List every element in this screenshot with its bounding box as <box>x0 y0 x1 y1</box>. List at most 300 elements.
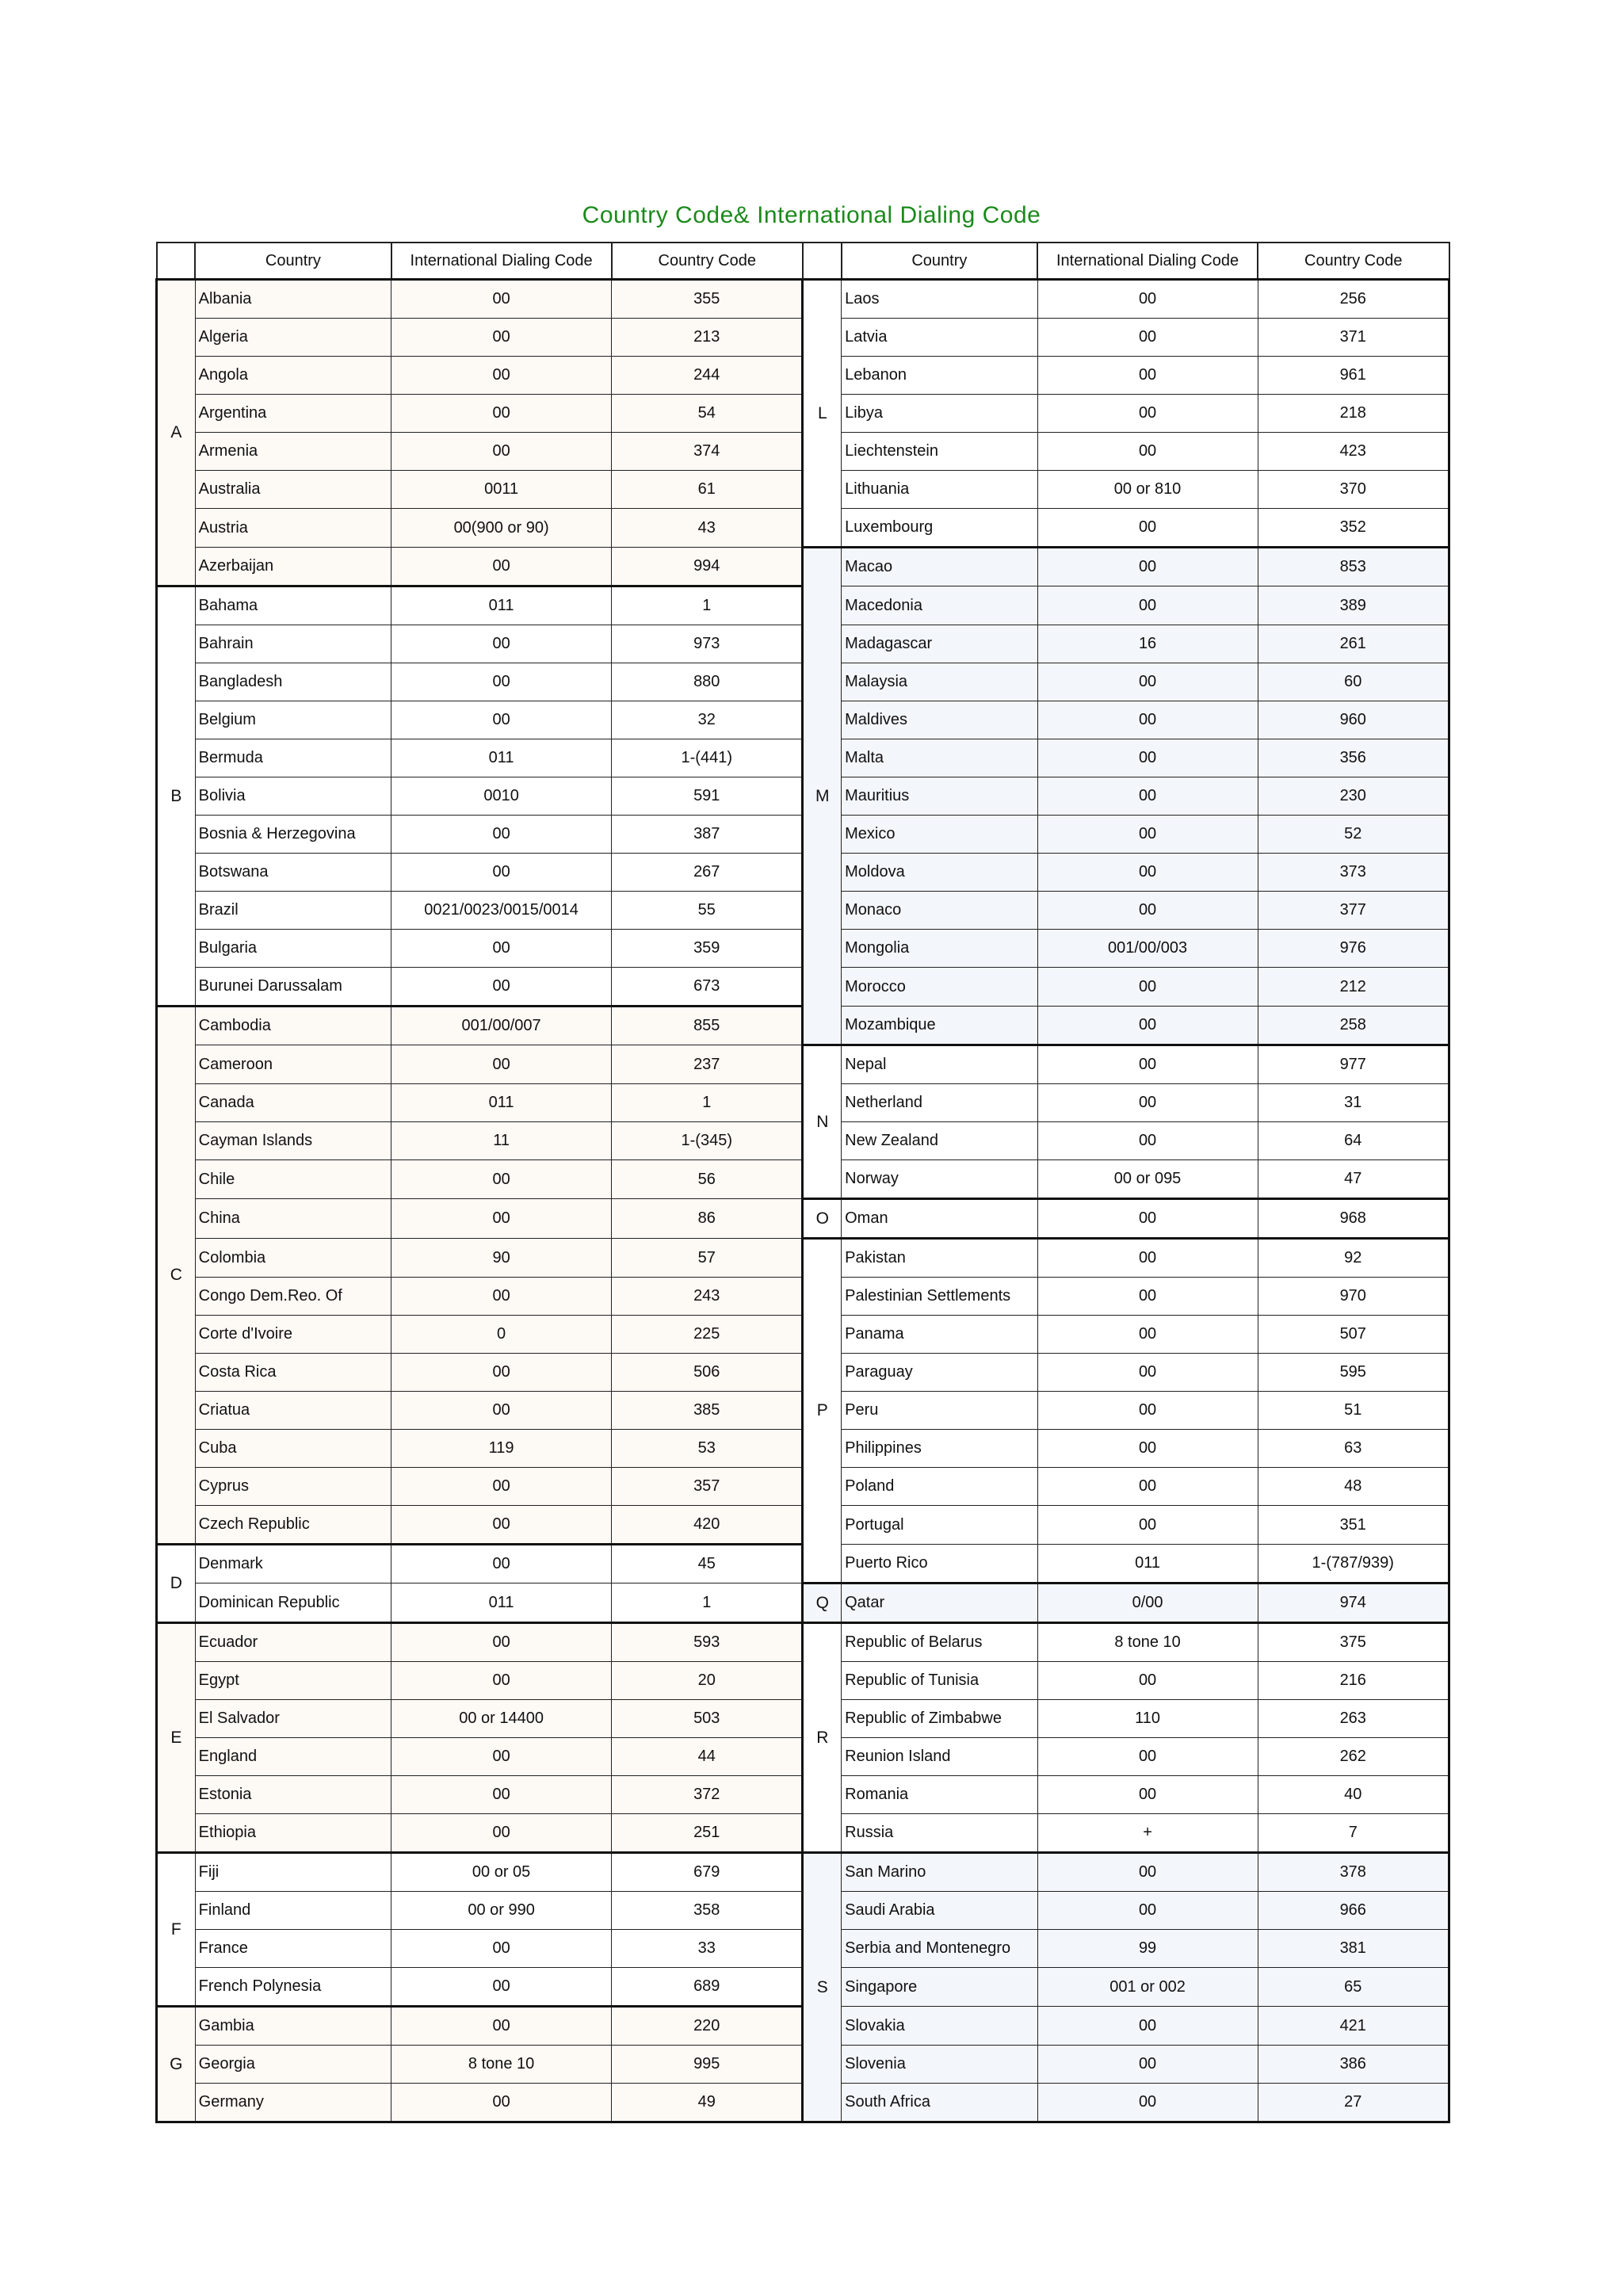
international-dialing-code: 00 <box>391 319 612 357</box>
country-name: Bermuda <box>195 739 391 777</box>
international-dialing-code: 16 <box>1037 625 1258 663</box>
country-code: 1 <box>612 1084 803 1122</box>
cc-header-left: Country Code <box>612 243 803 280</box>
country-code: 974 <box>1258 1584 1449 1623</box>
country-name: Morocco <box>842 968 1037 1007</box>
country-code: 1-(345) <box>612 1122 803 1160</box>
country-name: Mauritius <box>842 777 1037 816</box>
country-name: Malta <box>842 739 1037 777</box>
group-letter-left: E <box>157 1623 196 1853</box>
country-code: 243 <box>612 1278 803 1316</box>
international-dialing-code: 00 <box>1037 1738 1258 1776</box>
international-dialing-code: 00 <box>391 1506 612 1545</box>
country-code: 225 <box>612 1316 803 1354</box>
country-name: Bolivia <box>195 777 391 816</box>
country-header-left: Country <box>195 243 391 280</box>
country-name: Mozambique <box>842 1007 1037 1045</box>
letter-header-left <box>157 243 196 280</box>
international-dialing-code: 001/00/007 <box>391 1007 612 1045</box>
international-dialing-code: 00 <box>1037 1468 1258 1506</box>
country-code: 855 <box>612 1007 803 1045</box>
country-name: Dominican Republic <box>195 1584 391 1623</box>
international-dialing-code: 00 <box>1037 739 1258 777</box>
country-code: 258 <box>1258 1007 1449 1045</box>
country-code: 49 <box>612 2084 803 2122</box>
country-code: 973 <box>612 625 803 663</box>
country-name: Malaysia <box>842 663 1037 701</box>
international-dialing-code: 00 <box>391 663 612 701</box>
country-name: Bangladesh <box>195 663 391 701</box>
country-code: 52 <box>1258 816 1449 854</box>
country-name: Bosnia & Herzegovina <box>195 816 391 854</box>
international-dialing-code: 00 <box>1037 2007 1258 2046</box>
international-dialing-code: 00 <box>1037 816 1258 854</box>
country-name: Lithuania <box>842 471 1037 509</box>
table-row <box>157 1584 1449 1623</box>
country-code: 370 <box>1258 471 1449 509</box>
international-dialing-code: 00 <box>391 625 612 663</box>
international-dialing-code: 0/00 <box>1037 1584 1258 1623</box>
country-name: Albania <box>195 280 391 319</box>
international-dialing-code: 00 <box>1037 1506 1258 1545</box>
international-dialing-code: 00 <box>1037 1084 1258 1122</box>
international-dialing-code: 00 <box>391 1814 612 1853</box>
international-dialing-code: 00 <box>391 1278 612 1316</box>
country-code: 251 <box>612 1814 803 1853</box>
country-code: 966 <box>1258 1892 1449 1930</box>
international-dialing-code: 00 <box>1037 663 1258 701</box>
country-name: Angola <box>195 357 391 395</box>
international-dialing-code: 00 <box>391 1392 612 1430</box>
country-name: Algeria <box>195 319 391 357</box>
country-name: Georgia <box>195 2046 391 2084</box>
country-name: Denmark <box>195 1545 391 1584</box>
international-dialing-code: + <box>1037 1814 1258 1853</box>
country-code: 55 <box>612 892 803 930</box>
international-dialing-code: 00 <box>391 395 612 433</box>
international-dialing-code: 0011 <box>391 471 612 509</box>
country-code: 61 <box>612 471 803 509</box>
international-dialing-code: 00 or 990 <box>391 1892 612 1930</box>
country-name: Ecuador <box>195 1623 391 1662</box>
country-code: 43 <box>612 509 803 548</box>
dialing-code-table-container <box>155 242 1450 2123</box>
international-dialing-code: 99 <box>1037 1930 1258 1968</box>
international-dialing-code: 00 <box>391 433 612 471</box>
country-name: Cayman Islands <box>195 1122 391 1160</box>
country-code: 64 <box>1258 1122 1449 1160</box>
country-name: Egypt <box>195 1662 391 1700</box>
country-code: 27 <box>1258 2084 1449 2122</box>
country-code: 237 <box>612 1045 803 1084</box>
country-code: 995 <box>612 2046 803 2084</box>
international-dialing-code: 00 <box>391 1468 612 1506</box>
country-code: 352 <box>1258 509 1449 548</box>
international-dialing-code: 0010 <box>391 777 612 816</box>
country-name: Canada <box>195 1084 391 1122</box>
international-dialing-code: 110 <box>1037 1700 1258 1738</box>
country-name: Cyprus <box>195 1468 391 1506</box>
country-code: 359 <box>612 930 803 968</box>
country-code: 48 <box>1258 1468 1449 1506</box>
international-dialing-code: 00 or 095 <box>1037 1160 1258 1199</box>
country-code: 218 <box>1258 395 1449 433</box>
country-name: Chile <box>195 1160 391 1199</box>
country-name: Republic of Belarus <box>842 1623 1037 1662</box>
country-code: 507 <box>1258 1316 1449 1354</box>
group-letter-right: P <box>803 1239 842 1584</box>
country-name: Armenia <box>195 433 391 471</box>
country-code: 7 <box>1258 1814 1449 1853</box>
country-name: Cameroon <box>195 1045 391 1084</box>
international-dialing-code: 00 <box>1037 1199 1258 1239</box>
country-name: Oman <box>842 1199 1037 1239</box>
country-name: Fiji <box>195 1853 391 1892</box>
international-dialing-code: 0 <box>391 1316 612 1354</box>
country-code: 263 <box>1258 1700 1449 1738</box>
international-dialing-code: 00 <box>1037 1392 1258 1430</box>
country-code: 1-(441) <box>612 739 803 777</box>
international-dialing-code: 00 <box>391 1738 612 1776</box>
international-dialing-code: 00 <box>391 1968 612 2007</box>
country-code: 47 <box>1258 1160 1449 1199</box>
country-code: 357 <box>612 1468 803 1506</box>
country-name: Estonia <box>195 1776 391 1814</box>
country-name: Moldova <box>842 854 1037 892</box>
group-letter-left: D <box>157 1545 196 1623</box>
international-dialing-code: 00 <box>1037 2084 1258 2122</box>
country-name: France <box>195 1930 391 1968</box>
group-letter-right: Q <box>803 1584 842 1623</box>
international-dialing-code: 00 <box>391 1776 612 1814</box>
country-code: 33 <box>612 1930 803 1968</box>
international-dialing-code: 00 <box>1037 1354 1258 1392</box>
country-name: Portugal <box>842 1506 1037 1545</box>
country-name: Congo Dem.Reo. Of <box>195 1278 391 1316</box>
country-code: 44 <box>612 1738 803 1776</box>
country-name: Germany <box>195 2084 391 2122</box>
country-code: 54 <box>612 395 803 433</box>
country-code: 371 <box>1258 319 1449 357</box>
international-dialing-code: 90 <box>391 1239 612 1278</box>
international-dialing-code: 11 <box>391 1122 612 1160</box>
country-name: Maldives <box>842 701 1037 739</box>
international-dialing-code: 00 or 810 <box>1037 471 1258 509</box>
country-name: Australia <box>195 471 391 509</box>
international-dialing-code: 00 <box>1037 1278 1258 1316</box>
country-name: Romania <box>842 1776 1037 1814</box>
country-code: 51 <box>1258 1392 1449 1430</box>
international-dialing-code: 00 <box>391 1662 612 1700</box>
table-row <box>157 1045 1449 1084</box>
country-name: Republic of Tunisia <box>842 1662 1037 1700</box>
country-code: 374 <box>612 433 803 471</box>
country-name: Nepal <box>842 1045 1037 1084</box>
country-code: 212 <box>1258 968 1449 1007</box>
international-dialing-code: 00 <box>391 2007 612 2046</box>
international-dialing-code: 00 or 05 <box>391 1853 612 1892</box>
international-dialing-code: 00 <box>391 1930 612 1968</box>
letter-header-right <box>803 243 842 280</box>
country-name: Russia <box>842 1814 1037 1853</box>
country-code: 261 <box>1258 625 1449 663</box>
international-dialing-code: 0021/0023/0015/0014 <box>391 892 612 930</box>
international-dialing-code: 00 <box>1037 357 1258 395</box>
country-name: China <box>195 1199 391 1239</box>
international-dialing-code: 8 tone 10 <box>1037 1623 1258 1662</box>
country-code: 267 <box>612 854 803 892</box>
table-row <box>157 1623 1449 1662</box>
country-name: Pakistan <box>842 1239 1037 1278</box>
international-dialing-code: 00 <box>1037 1892 1258 1930</box>
country-name: Norway <box>842 1160 1037 1199</box>
international-dialing-code: 011 <box>391 1084 612 1122</box>
country-name: San Marino <box>842 1853 1037 1892</box>
country-code: 994 <box>612 548 803 586</box>
country-name: Cambodia <box>195 1007 391 1045</box>
country-code: 32 <box>612 701 803 739</box>
country-name: England <box>195 1738 391 1776</box>
table-row <box>157 280 1449 319</box>
country-name: Mongolia <box>842 930 1037 968</box>
country-code: 86 <box>612 1199 803 1239</box>
country-code: 220 <box>612 2007 803 2046</box>
country-code: 423 <box>1258 433 1449 471</box>
country-code: 213 <box>612 319 803 357</box>
country-name: Republic of Zimbabwe <box>842 1700 1037 1738</box>
international-dialing-code: 00 <box>1037 854 1258 892</box>
country-name: Macao <box>842 548 1037 586</box>
country-name: El Salvador <box>195 1700 391 1738</box>
dialing-code-table <box>155 242 1450 2123</box>
country-name: Criatua <box>195 1392 391 1430</box>
country-name: Libya <box>842 395 1037 433</box>
country-name: New Zealand <box>842 1122 1037 1160</box>
country-name: Bahama <box>195 586 391 625</box>
international-dialing-code: 011 <box>391 739 612 777</box>
international-dialing-code: 00 <box>1037 319 1258 357</box>
country-name: Singapore <box>842 1968 1037 2007</box>
country-code: 976 <box>1258 930 1449 968</box>
country-name: Belgium <box>195 701 391 739</box>
country-code: 595 <box>1258 1354 1449 1392</box>
country-code: 56 <box>612 1160 803 1199</box>
international-dialing-code: 00 <box>1037 433 1258 471</box>
country-name: Latvia <box>842 319 1037 357</box>
country-code: 216 <box>1258 1662 1449 1700</box>
group-letter-right: L <box>803 280 842 548</box>
country-name: Azerbaijan <box>195 548 391 586</box>
country-code: 375 <box>1258 1623 1449 1662</box>
international-dialing-code: 00 <box>391 357 612 395</box>
international-dialing-code: 00 <box>391 1045 612 1084</box>
country-code: 358 <box>612 1892 803 1930</box>
country-code: 591 <box>612 777 803 816</box>
country-name: Bahrain <box>195 625 391 663</box>
country-name: Austria <box>195 509 391 548</box>
international-dialing-code: 00 <box>1037 968 1258 1007</box>
international-dialing-code: 00 <box>391 548 612 586</box>
country-name: Bulgaria <box>195 930 391 968</box>
country-name: Brazil <box>195 892 391 930</box>
international-dialing-code: 8 tone 10 <box>391 2046 612 2084</box>
international-dialing-code: 011 <box>1037 1545 1258 1584</box>
country-name: Luxembourg <box>842 509 1037 548</box>
country-name: French Polynesia <box>195 1968 391 2007</box>
country-name: Qatar <box>842 1584 1037 1623</box>
country-code: 256 <box>1258 280 1449 319</box>
country-name: South Africa <box>842 2084 1037 2122</box>
country-name: Czech Republic <box>195 1506 391 1545</box>
international-dialing-code: 00 <box>1037 1430 1258 1468</box>
table-row <box>157 1199 1449 1239</box>
country-name: Argentina <box>195 395 391 433</box>
country-name: Poland <box>842 1468 1037 1506</box>
group-letter-left: A <box>157 280 196 586</box>
country-code: 853 <box>1258 548 1449 586</box>
country-code: 880 <box>612 663 803 701</box>
group-letter-left: C <box>157 1007 196 1545</box>
group-letter-right: S <box>803 1853 842 2122</box>
country-name: Colombia <box>195 1239 391 1278</box>
international-dialing-code: 011 <box>391 1584 612 1623</box>
international-dialing-code: 00 <box>391 280 612 319</box>
country-code: 57 <box>612 1239 803 1278</box>
country-code: 355 <box>612 280 803 319</box>
country-code: 378 <box>1258 1853 1449 1892</box>
international-dialing-code: 00 <box>391 1354 612 1392</box>
table-header-row <box>157 243 1449 280</box>
international-dialing-code: 00 <box>1037 280 1258 319</box>
country-code: 63 <box>1258 1430 1449 1468</box>
group-letter-right: O <box>803 1199 842 1239</box>
country-name: Botswana <box>195 854 391 892</box>
country-code: 389 <box>1258 586 1449 625</box>
page-title: Country Code& International Dialing Code <box>582 202 1041 228</box>
country-code: 385 <box>612 1392 803 1430</box>
country-name: Peru <box>842 1392 1037 1430</box>
international-dialing-code: 00 <box>1037 2046 1258 2084</box>
country-code: 372 <box>612 1776 803 1814</box>
international-dialing-code: 00 <box>1037 1853 1258 1892</box>
table-body <box>157 280 1449 2122</box>
country-code: 31 <box>1258 1084 1449 1122</box>
country-code: 92 <box>1258 1239 1449 1278</box>
country-code: 506 <box>612 1354 803 1392</box>
country-name: Puerto Rico <box>842 1545 1037 1584</box>
country-code: 45 <box>612 1545 803 1584</box>
country-code: 689 <box>612 1968 803 2007</box>
country-code: 977 <box>1258 1045 1449 1084</box>
group-letter-right: M <box>803 548 842 1045</box>
country-code: 673 <box>612 968 803 1007</box>
country-name: Monaco <box>842 892 1037 930</box>
country-code: 1 <box>612 1584 803 1623</box>
international-dialing-code: 00 <box>1037 509 1258 548</box>
country-code: 381 <box>1258 1930 1449 1968</box>
international-dialing-code: 00 <box>391 701 612 739</box>
international-dialing-code: 00 <box>391 816 612 854</box>
table-row <box>157 1239 1449 1278</box>
country-code: 230 <box>1258 777 1449 816</box>
country-name: Finland <box>195 1892 391 1930</box>
country-code: 60 <box>1258 663 1449 701</box>
country-code: 373 <box>1258 854 1449 892</box>
international-dialing-code: 001 or 002 <box>1037 1968 1258 2007</box>
country-code: 960 <box>1258 701 1449 739</box>
group-letter-left: B <box>157 586 196 1007</box>
group-letter-left: G <box>157 2007 196 2122</box>
international-dialing-code: 00 <box>391 930 612 968</box>
international-dialing-code: 119 <box>391 1430 612 1468</box>
country-code: 1 <box>612 586 803 625</box>
international-dialing-code: 00 <box>1037 1007 1258 1045</box>
country-name: Panama <box>842 1316 1037 1354</box>
country-name: Saudi Arabia <box>842 1892 1037 1930</box>
country-name: Macedonia <box>842 586 1037 625</box>
country-code: 244 <box>612 357 803 395</box>
country-code: 65 <box>1258 1968 1449 2007</box>
table-row <box>157 1853 1449 1892</box>
international-dialing-code: 00 <box>1037 1045 1258 1084</box>
country-header-right: Country <box>842 243 1037 280</box>
international-dialing-code: 00 <box>1037 395 1258 433</box>
country-code: 377 <box>1258 892 1449 930</box>
country-code: 679 <box>612 1853 803 1892</box>
cc-header-right: Country Code <box>1258 243 1449 280</box>
international-dialing-code: 00 <box>1037 1776 1258 1814</box>
country-code: 503 <box>612 1700 803 1738</box>
country-name: Costa Rica <box>195 1354 391 1392</box>
international-dialing-code: 00 <box>1037 777 1258 816</box>
idc-header-right: International Dialing Code <box>1037 243 1258 280</box>
international-dialing-code: 00 <box>1037 1122 1258 1160</box>
country-code: 40 <box>1258 1776 1449 1814</box>
international-dialing-code: 00 <box>391 854 612 892</box>
international-dialing-code: 00 <box>391 2084 612 2122</box>
international-dialing-code: 00 <box>391 1623 612 1662</box>
country-name: Liechtenstein <box>842 433 1037 471</box>
country-name: Lebanon <box>842 357 1037 395</box>
country-code: 387 <box>612 816 803 854</box>
idc-header-left: International Dialing Code <box>391 243 612 280</box>
international-dialing-code: 00 <box>1037 1316 1258 1354</box>
country-name: Palestinian Settlements <box>842 1278 1037 1316</box>
group-letter-right: R <box>803 1623 842 1853</box>
country-code: 970 <box>1258 1278 1449 1316</box>
international-dialing-code: 00 <box>391 1545 612 1584</box>
country-name: Netherland <box>842 1084 1037 1122</box>
country-name: Corte d'Ivoire <box>195 1316 391 1354</box>
country-code: 356 <box>1258 739 1449 777</box>
country-code: 968 <box>1258 1199 1449 1239</box>
international-dialing-code: 011 <box>391 586 612 625</box>
country-code: 262 <box>1258 1738 1449 1776</box>
country-name: Slovenia <box>842 2046 1037 2084</box>
country-name: Serbia and Montenegro <box>842 1930 1037 1968</box>
country-name: Philippines <box>842 1430 1037 1468</box>
international-dialing-code: 00 or 14400 <box>391 1700 612 1738</box>
country-name: Paraguay <box>842 1354 1037 1392</box>
country-code: 20 <box>612 1662 803 1700</box>
country-name: Madagascar <box>842 625 1037 663</box>
country-code: 421 <box>1258 2007 1449 2046</box>
country-code: 53 <box>612 1430 803 1468</box>
international-dialing-code: 00 <box>1037 701 1258 739</box>
country-name: Gambia <box>195 2007 391 2046</box>
country-name: Reunion Island <box>842 1738 1037 1776</box>
country-code: 351 <box>1258 1506 1449 1545</box>
